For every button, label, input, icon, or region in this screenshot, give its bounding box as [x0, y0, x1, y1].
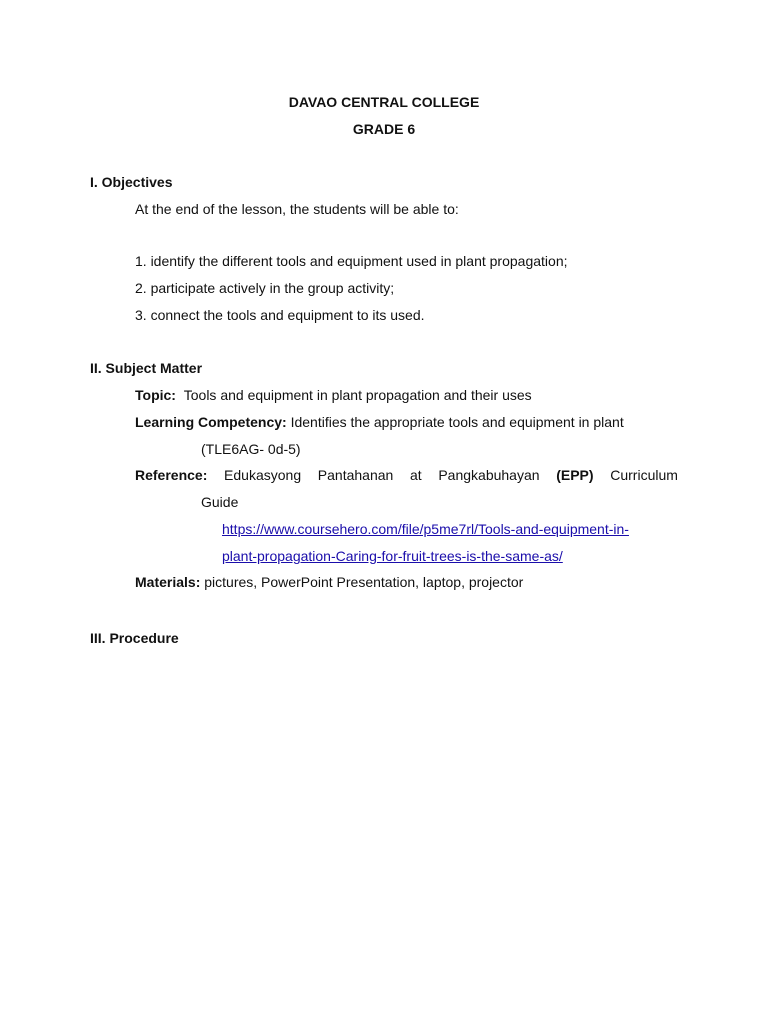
reference-link[interactable]: https://www.coursehero.com/file/p5me7rl/Tools-and-equipment-in- [222, 521, 629, 537]
materials-row [135, 573, 523, 591]
reference-epp: (EPP) [556, 467, 594, 483]
procedure-heading: III. Procedure [90, 630, 179, 646]
reference-row [135, 466, 678, 484]
subject-matter-heading: II. Subject Matter [90, 360, 203, 376]
reference-word: at [409, 467, 422, 483]
reference-guide: Guide [201, 494, 239, 510]
topic-value: Tools and equipment in plant propagation and their uses [183, 387, 532, 403]
competency-value: Identifies the appropriate tools and equipment in plant [290, 414, 624, 430]
reference-link-line-2[interactable] [222, 547, 563, 565]
reference-word: Pangkabuhayan [438, 467, 540, 483]
materials-label: Materials: [135, 574, 201, 590]
school-name: DAVAO CENTRAL COLLEGE [288, 94, 480, 110]
topic-row [135, 386, 532, 404]
reference-word: Edukasyong [224, 467, 302, 483]
reference-word: Curriculum [610, 467, 678, 483]
objectives-intro: At the end of the lesson, the students will be able to: [135, 201, 459, 217]
objective-item-3: 3. connect the tools and equipment to its used. [135, 307, 425, 323]
competency-row [135, 413, 624, 431]
topic-label: Topic: [135, 387, 176, 403]
reference-link-line-1[interactable] [222, 520, 629, 538]
grade-level: GRADE 6 [352, 121, 416, 137]
reference-word: Pantahanan [317, 467, 394, 483]
competency-label: Learning Competency: [135, 414, 287, 430]
competency-code: (TLE6AG- 0d-5) [201, 441, 301, 457]
objectives-heading: I. Objectives [90, 174, 173, 190]
objective-item-2: 2. participate actively in the group activity; [135, 280, 395, 296]
reference-link[interactable]: plant-propagation-Caring-for-fruit-trees-is-the-same-as/ [222, 548, 563, 564]
reference-label: Reference: [135, 467, 208, 483]
objective-item-1: 1. identify the different tools and equipment used in plant propagation; [135, 253, 568, 269]
materials-value: pictures, PowerPoint Presentation, laptop, projector [204, 574, 524, 590]
